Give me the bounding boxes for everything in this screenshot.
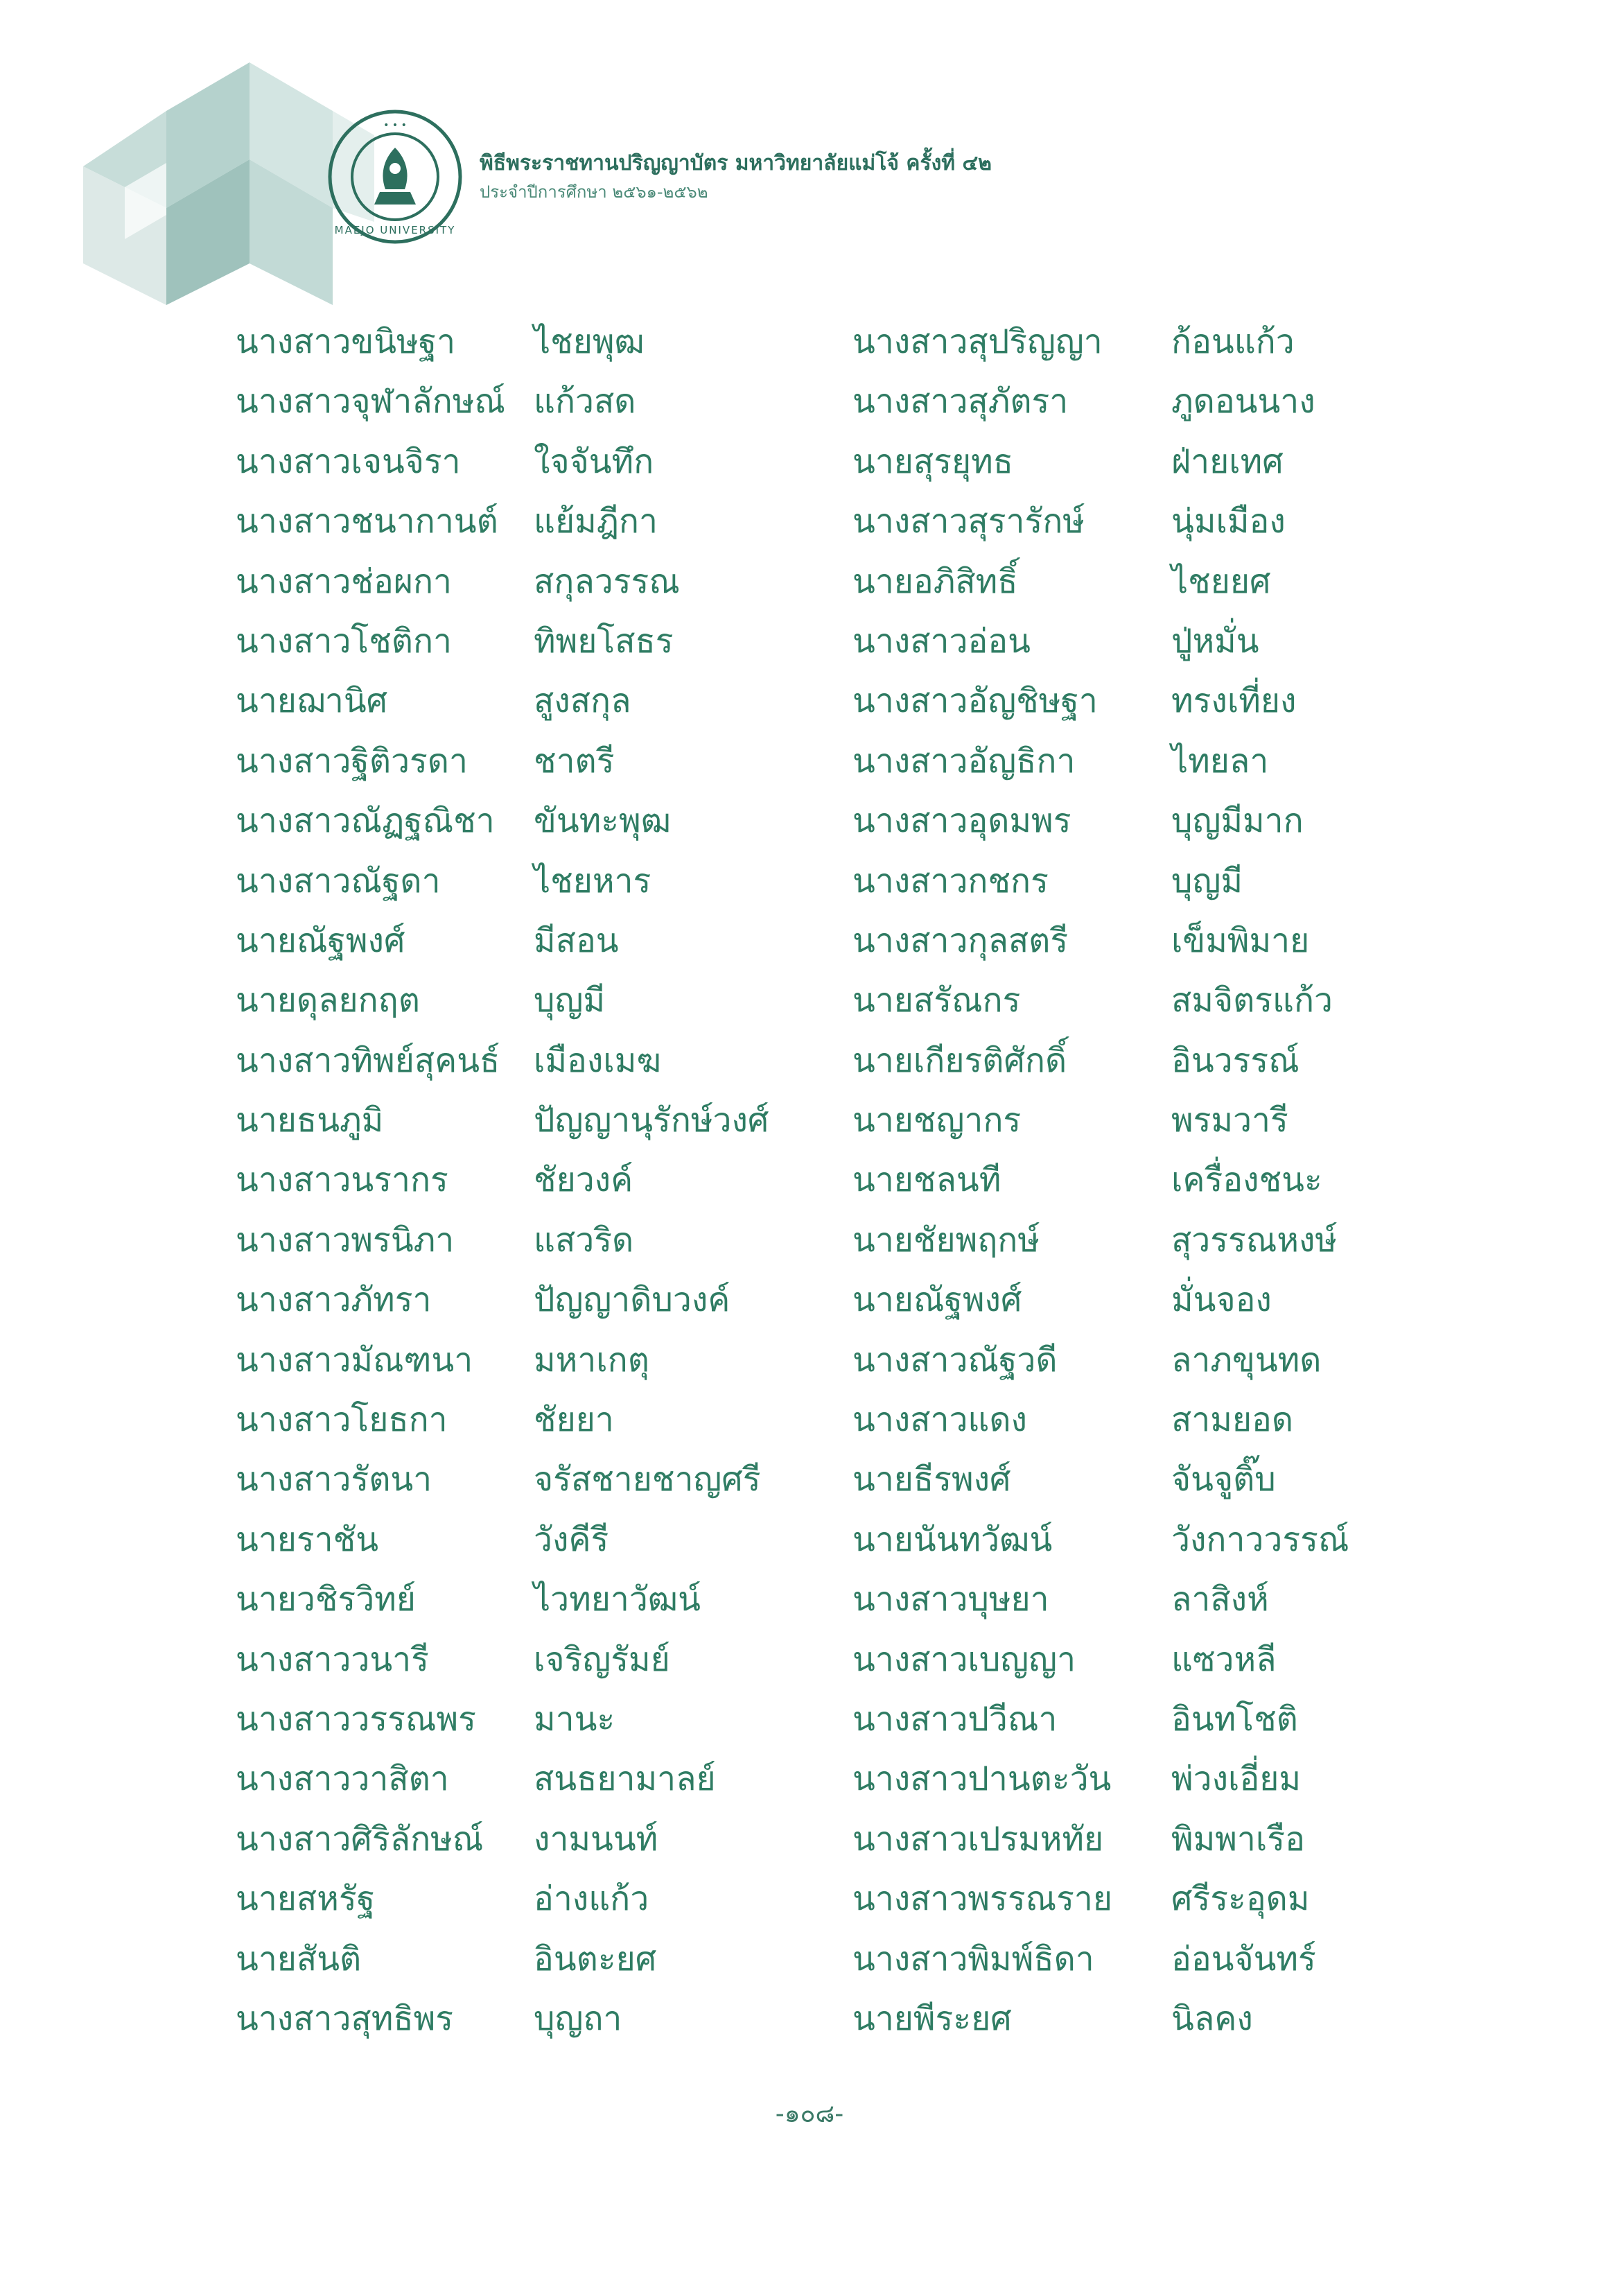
first-name-right: นางสาวสุปริญญา: [852, 322, 1103, 361]
first-name-right: นางสาวสุภัตรา: [852, 382, 1069, 421]
first-name-right: นางสาวพิมพ์ธิดา: [852, 1939, 1094, 1978]
first-name-right: นางสาวบุษยา: [852, 1580, 1049, 1619]
last-name-right: พรมวารี: [1171, 1101, 1288, 1140]
first-name-right: นางสาวปวีณา: [852, 1699, 1058, 1739]
first-name-left: นางสาวโชติกา: [236, 621, 452, 661]
last-name-right: ฝ่ายเทศ: [1171, 442, 1284, 481]
last-name-right: สมจิตรแก้ว: [1171, 981, 1333, 1020]
name-row: [236, 1510, 1414, 1569]
last-name-right: ไทยลา: [1171, 741, 1269, 781]
first-name-right: นายณัฐพงศ์: [852, 1280, 1022, 1320]
last-name-left: แย้มฎีกา: [534, 502, 658, 541]
name-row: [236, 671, 1414, 731]
first-name-left: นางสาววาสิตา: [236, 1759, 449, 1799]
first-name-right: นายชญากร: [852, 1101, 1022, 1140]
last-name-right: นุ่มเมือง: [1171, 502, 1286, 541]
first-name-right: นางสาวกุลสตรี: [852, 921, 1069, 960]
last-name-left: ไชยหาร: [534, 861, 651, 901]
last-name-left: มานะ: [534, 1699, 615, 1739]
graduate-name-list: [236, 312, 1414, 2049]
first-name-left: นางสาวขนิษฐา: [236, 322, 456, 361]
last-name-left: อ่างแก้ว: [534, 1879, 649, 1919]
first-name-right: นางสาวพรรณราย: [852, 1879, 1112, 1919]
first-name-right: นางสาวอ่อน: [852, 621, 1031, 661]
first-name-left: นางสาวมัณฑนา: [236, 1340, 473, 1380]
first-name-left: นายณัฐพงศ์: [236, 921, 405, 960]
first-name-left: นางสาวทิพย์สุคนธ์: [236, 1041, 500, 1080]
first-name-left: นางสาวศิริลักษณ์: [236, 1819, 484, 1859]
name-row: [236, 611, 1414, 671]
first-name-right: นางสาวอัญชิษฐา: [852, 681, 1098, 721]
name-row: [236, 1090, 1414, 1150]
first-name-right: นายชัยพฤกษ์: [852, 1220, 1040, 1260]
last-name-left: สูงสกุล: [534, 681, 631, 721]
first-name-right: นายสรัณกร: [852, 981, 1021, 1020]
first-name-right: นางสาวสุรารักษ์: [852, 502, 1085, 541]
name-row: [236, 1569, 1414, 1629]
last-name-right: พ่วงเอี่ยม: [1171, 1759, 1302, 1799]
university-seal-logo: [326, 107, 464, 246]
last-name-right: ก้อนแก้ว: [1171, 322, 1295, 361]
first-name-left: นางสาวรัตนา: [236, 1460, 432, 1499]
first-name-left: นางสาวสุทธิพร: [236, 1999, 454, 2038]
last-name-left: สนธยามาลย์: [534, 1759, 716, 1799]
first-name-left: นางสาวช่อผกา: [236, 562, 452, 601]
last-name-right: ศรีระอุดม: [1171, 1879, 1310, 1919]
first-name-right: นางสาวอุดมพร: [852, 801, 1071, 841]
last-name-right: ปู่หมั่น: [1171, 621, 1259, 661]
name-row: [236, 851, 1414, 911]
name-row: [236, 1210, 1414, 1270]
last-name-left: ชาตรี: [534, 741, 615, 781]
svg-text:• • •: • • •: [383, 120, 407, 131]
name-row: [236, 1031, 1414, 1090]
name-row: [236, 1330, 1414, 1390]
last-name-right: อินวรรณ์: [1171, 1041, 1299, 1080]
last-name-right: มั่นจอง: [1171, 1280, 1272, 1320]
name-row: [236, 1450, 1414, 1509]
name-row: [236, 432, 1414, 492]
name-row: [236, 1390, 1414, 1450]
name-row: [236, 1630, 1414, 1689]
last-name-right: ไชยยศ: [1171, 562, 1271, 601]
last-name-right: อินทโชติ: [1171, 1699, 1298, 1739]
last-name-left: ขันทะพุฒ: [534, 801, 672, 841]
first-name-left: นายวชิรวิทย์: [236, 1580, 416, 1619]
last-name-left: ไวทยาวัฒน์: [534, 1580, 701, 1619]
first-name-left: นางสาวเจนจิรา: [236, 442, 461, 481]
name-row: [236, 492, 1414, 551]
name-row: [236, 1150, 1414, 1210]
last-name-left: ใจจันทึก: [534, 442, 654, 481]
academic-year-subtitle: ประจำปีการศึกษา ๒๕๖๑-๒๕๖๒: [480, 182, 708, 202]
name-row: [236, 1869, 1414, 1929]
last-name-right: อ่อนจันทร์: [1171, 1939, 1316, 1978]
first-name-right: นางสาวอัญธิกา: [852, 741, 1076, 781]
first-name-right: นายสุรยุทธ: [852, 442, 1014, 481]
last-name-left: ไชยพุฒ: [534, 322, 645, 361]
last-name-left: ชัยยา: [534, 1400, 614, 1440]
first-name-left: นายดุลยกฤต: [236, 981, 420, 1020]
last-name-left: วังคีรี: [534, 1520, 609, 1559]
first-name-right: นางสาวเบญญา: [852, 1640, 1076, 1679]
last-name-right: ลาภขุนทด: [1171, 1340, 1322, 1380]
first-name-left: นางสาวโยธกา: [236, 1400, 448, 1440]
name-row: [236, 1270, 1414, 1330]
last-name-left: เจริญรัมย์: [534, 1640, 670, 1679]
first-name-left: นางสาวชนากานต์: [236, 502, 498, 541]
first-name-right: นายเกียรติศักดิ์: [852, 1041, 1067, 1080]
last-name-left: บุญมี: [534, 981, 606, 1020]
document-header: [326, 111, 992, 243]
first-name-left: นายสหรัฐ: [236, 1879, 376, 1919]
name-row: [236, 1809, 1414, 1869]
name-row: [236, 911, 1414, 971]
last-name-right: แซวหลี: [1171, 1640, 1277, 1679]
first-name-left: นางสาวจุฬาลักษณ์: [236, 382, 505, 421]
first-name-right: นางสาวณัฐวดี: [852, 1340, 1058, 1380]
last-name-right: เข็มพิมาย: [1171, 921, 1310, 960]
name-row: [236, 552, 1414, 611]
last-name-right: วังกาววรรณ์: [1171, 1520, 1349, 1559]
last-name-right: ภูดอนนาง: [1171, 382, 1315, 421]
name-row: [236, 372, 1414, 431]
name-row: [236, 791, 1414, 851]
last-name-right: นิลคง: [1171, 1999, 1253, 2038]
first-name-left: นายธนภูมิ: [236, 1101, 384, 1140]
last-name-right: สามยอด: [1171, 1400, 1294, 1440]
name-row: [236, 312, 1414, 372]
last-name-left: แสวริด: [534, 1220, 634, 1260]
last-name-left: จรัสชายชาญศรี: [534, 1460, 761, 1499]
page-number: -๑๐๘-: [775, 2100, 844, 2128]
first-name-left: นางสาวพรนิภา: [236, 1220, 455, 1260]
last-name-left: อินตะยศ: [534, 1939, 657, 1978]
first-name-right: นางสาวแดง: [852, 1400, 1027, 1440]
first-name-right: นายนันทวัฒน์: [852, 1520, 1053, 1559]
last-name-right: บุญมี: [1171, 861, 1243, 901]
name-row: [236, 1749, 1414, 1809]
last-name-left: มหาเกตุ: [534, 1340, 649, 1380]
first-name-right: นายชลนที: [852, 1160, 1001, 1200]
first-name-right: นางสาวเปรมหทัย: [852, 1819, 1104, 1859]
first-name-left: นายฌานิศ: [236, 681, 388, 721]
name-row: [236, 1689, 1414, 1749]
last-name-left: สกุลวรรณ: [534, 562, 680, 601]
last-name-right: ทรงเที่ยง: [1171, 681, 1297, 721]
name-row: [236, 731, 1414, 791]
last-name-left: แก้วสด: [534, 382, 636, 421]
ceremony-title: พิธีพระราชทานปริญญาบัตร มหาวิทยาลัยแม่โจ้ ครั้งที่ ๔๒: [480, 151, 992, 175]
last-name-left: ปัญญานุรักษ์วงศ์: [534, 1101, 769, 1140]
first-name-left: นางสาวนรากร: [236, 1160, 448, 1200]
last-name-right: ลาสิงห์: [1171, 1580, 1269, 1619]
last-name-right: บุญมีมาก: [1171, 801, 1304, 841]
first-name-left: นางสาวภัทรา: [236, 1280, 432, 1320]
last-name-left: เมืองเมฆ: [534, 1041, 661, 1080]
first-name-right: นางสาวกชกร: [852, 861, 1049, 901]
last-name-left: มีสอน: [534, 921, 619, 960]
first-name-right: นายพีระยศ: [852, 1999, 1012, 2038]
first-name-left: นางสาววนารี: [236, 1640, 429, 1679]
first-name-left: นายราชัน: [236, 1520, 379, 1559]
name-row: [236, 1929, 1414, 1989]
first-name-left: นางสาววรรณพร: [236, 1699, 476, 1739]
last-name-right: เครื่องชนะ: [1171, 1160, 1322, 1200]
first-name-left: นางสาวณัฏฐณิชา: [236, 801, 495, 841]
last-name-right: สุวรรณหงษ์: [1171, 1220, 1338, 1260]
first-name-left: นางสาวณัฐดา: [236, 861, 441, 901]
first-name-left: นางสาวฐิติวรดา: [236, 741, 468, 781]
last-name-left: ปัญญาดิบวงค์: [534, 1280, 730, 1320]
first-name-right: นายธีรพงศ์: [852, 1460, 1011, 1499]
last-name-left: บุญถา: [534, 1999, 622, 2038]
last-name-right: จันจูติ๊บ: [1171, 1460, 1276, 1499]
first-name-left: นายสันติ: [236, 1939, 362, 1978]
first-name-right: นางสาวปานตะวัน: [852, 1759, 1112, 1799]
svg-text:MAEJO UNIVERSITY: MAEJO UNIVERSITY: [334, 224, 456, 236]
name-row: [236, 971, 1414, 1030]
last-name-left: ชัยวงค์: [534, 1160, 633, 1200]
last-name-right: พิมพาเรือ: [1171, 1819, 1305, 1859]
last-name-left: งามนนท์: [534, 1819, 658, 1859]
name-row: [236, 1989, 1414, 2049]
last-name-left: ทิพยโสธร: [534, 621, 674, 661]
first-name-right: นายอภิสิทธิ์: [852, 562, 1018, 601]
